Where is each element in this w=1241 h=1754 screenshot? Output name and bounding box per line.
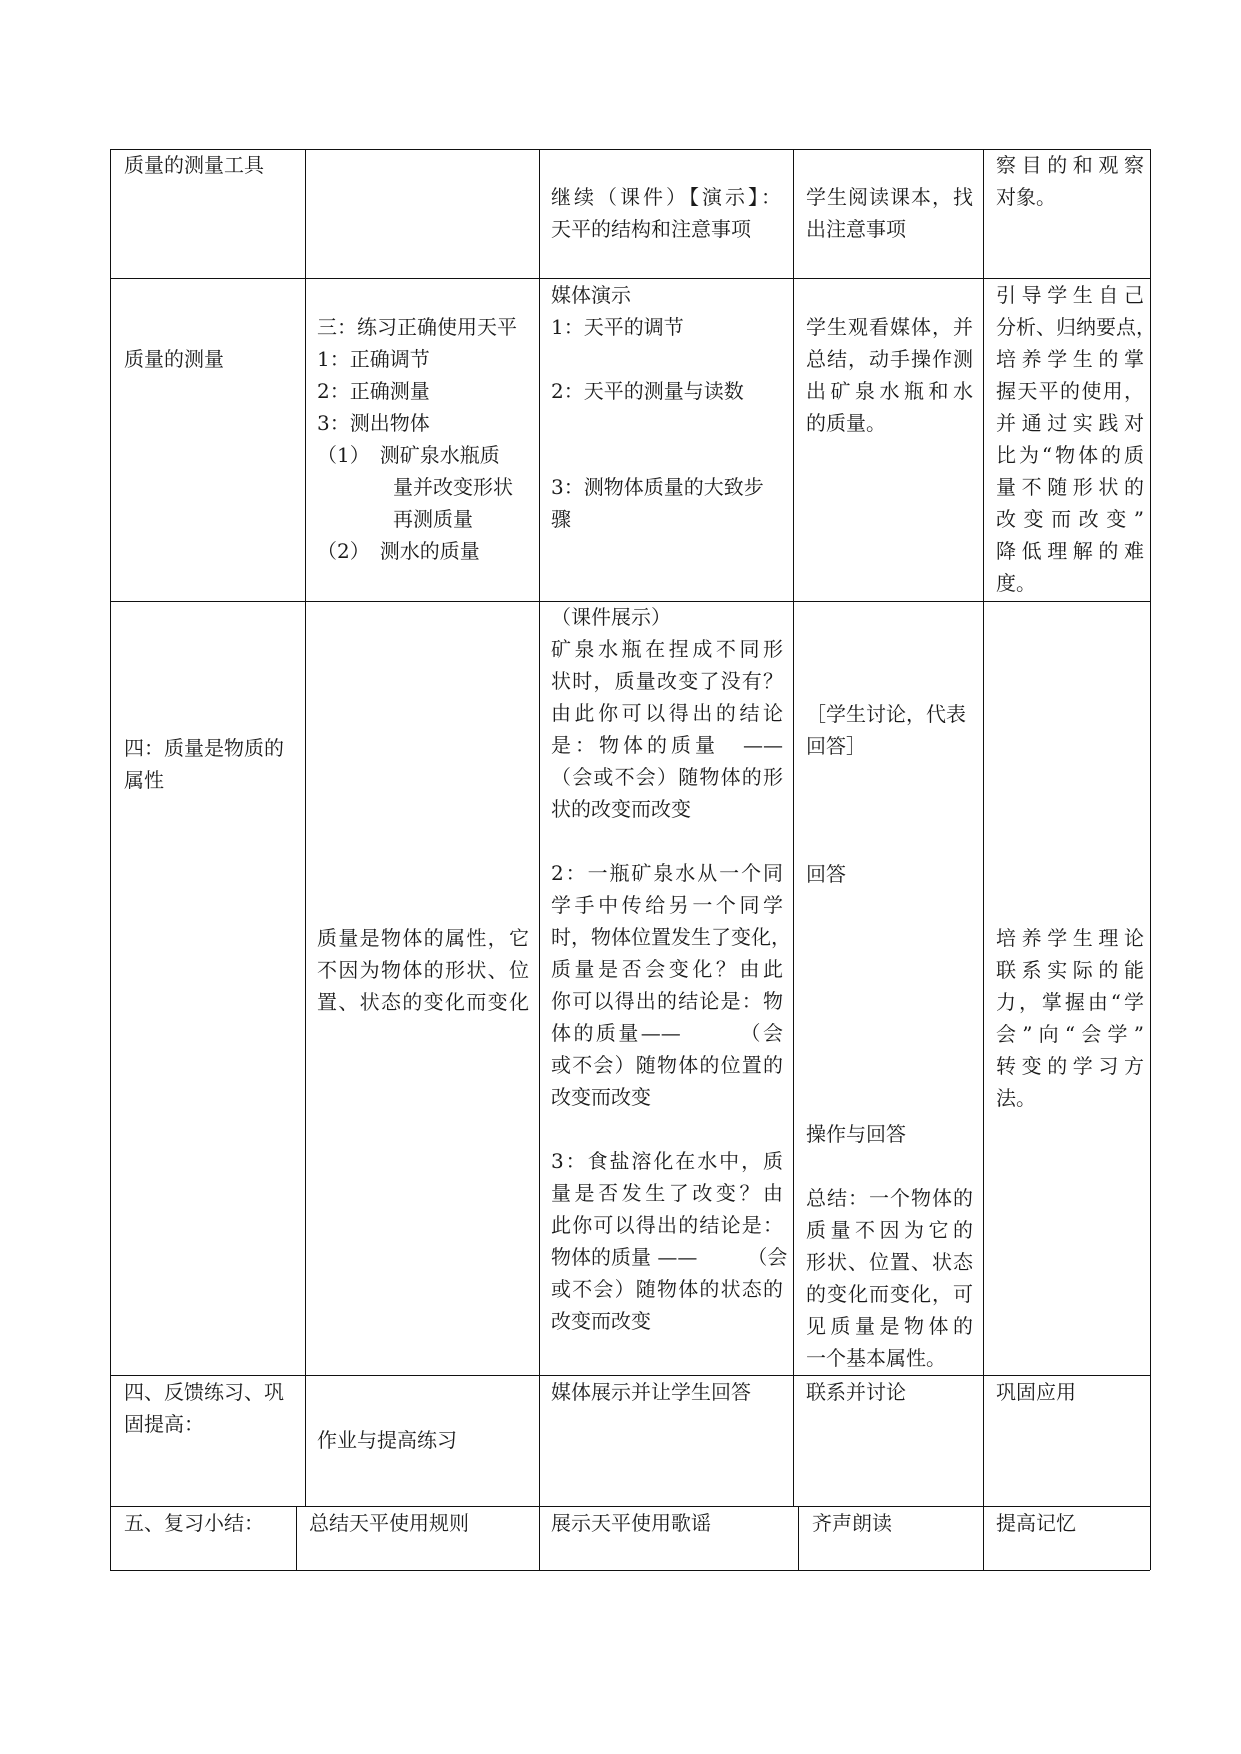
- row5-teacher-cell: [551, 1507, 711, 1539]
- cell-line: 固提高：: [124, 1412, 204, 1436]
- cell-line: 学生观看媒体，并: [806, 315, 973, 339]
- row3-student-cell-a: [806, 698, 966, 762]
- cell-line: 再测质量: [393, 507, 473, 531]
- row3-teacher-cell: [551, 601, 791, 1337]
- cell-line: 状的改变而改变: [551, 797, 691, 821]
- row3-topic-cell: [124, 732, 284, 796]
- row2-student-cell: [806, 311, 973, 439]
- row2-content-cell: [317, 311, 517, 567]
- column-divider: [798, 1506, 799, 1570]
- cell-line: 回答］: [806, 734, 866, 758]
- cell-line: 或不会）随物体的状态的: [551, 1277, 783, 1301]
- cell-line: 1：正确调节: [317, 347, 430, 371]
- cell-line: [806, 149, 973, 181]
- cell-line: 联系并讨论: [806, 1380, 906, 1404]
- cell-line: 天平的结构和注意事项: [551, 217, 751, 241]
- cell-line: [806, 1150, 973, 1182]
- cell-line: 比为“物体的质: [996, 443, 1144, 467]
- cell-line: 改变而改变: [551, 1309, 651, 1333]
- cell-line: 体的质量—— （会: [551, 1021, 783, 1045]
- cell-line: 属性: [124, 768, 164, 792]
- cell-line: 状时，质量改变了没有？: [551, 669, 783, 693]
- row2-topic-cell: [124, 343, 224, 375]
- row5-topic-cell: [124, 1507, 264, 1539]
- cell-line: 齐声朗读: [812, 1511, 892, 1535]
- cell-line: 引导学生自己: [996, 283, 1144, 307]
- cell-line: 置、状态的变化而变化: [317, 990, 529, 1014]
- row5-student-cell: [812, 1507, 892, 1539]
- cell-line: 量不随形状的: [996, 475, 1144, 499]
- cell-line: 矿泉水瓶在捏成不同形: [551, 637, 783, 661]
- cell-line: 物体的质量 —— （会: [551, 1245, 788, 1269]
- cell-line: 总结：一个物体的: [806, 1186, 973, 1210]
- cell-line: 见质量是物体的: [806, 1314, 973, 1338]
- cell-line: 此你可以得出的结论是：: [551, 1213, 783, 1237]
- row4-intent-cell: [996, 1376, 1076, 1408]
- cell-line: 会”向“会学”: [996, 1022, 1144, 1046]
- cell-line: 三：练习正确使用天平: [317, 315, 517, 339]
- cell-line: [551, 407, 764, 439]
- cell-line: 质量是物体的属性，它: [317, 926, 529, 950]
- cell-line: 四、反馈练习、巩: [124, 1380, 284, 1404]
- cell-line: 改变而改变: [551, 1085, 651, 1109]
- table-border-right: [1150, 149, 1151, 1570]
- row5-intent-cell: [996, 1507, 1076, 1539]
- cell-line: 学手中传给另一个同学: [551, 893, 783, 917]
- cell-line: 回答: [806, 862, 846, 886]
- cell-line: 继续（课件）【演示】：: [551, 185, 781, 209]
- cell-line: 2：天平的测量与读数: [551, 379, 744, 403]
- cell-line: 质量是否会变化？由此: [551, 957, 783, 981]
- column-divider: [793, 149, 794, 1506]
- cell-line: 是：物体的质量 ——: [551, 733, 783, 757]
- cell-line: 四：质量是物质的: [124, 736, 284, 760]
- cell-line: 对象。: [996, 185, 1056, 209]
- cell-line: 你可以得出的结论是：物: [551, 989, 783, 1013]
- row3-student-cell-b: [806, 858, 846, 890]
- cell-line: 由此你可以得出的结论: [551, 701, 783, 725]
- cell-line: 或不会）随物体的位置的: [551, 1053, 783, 1077]
- cell-line: ［学生讨论，代表: [806, 702, 966, 726]
- row4-content-cell: [317, 1424, 457, 1456]
- cell-line: 3：测物体质量的大致步: [551, 475, 764, 499]
- table-border-left: [110, 149, 111, 1570]
- cell-line: 骤: [551, 507, 571, 531]
- cell-line: 时，物体位置发生了变化，: [551, 925, 791, 949]
- cell-line: 形状、位置、状态: [806, 1250, 973, 1274]
- row3-student-cell-c: [806, 1118, 973, 1374]
- cell-line: 出矿泉水瓶和水: [806, 379, 973, 403]
- column-divider: [983, 149, 984, 1570]
- cell-line: 联系实际的能: [996, 958, 1144, 982]
- cell-line: 不因为物体的形状、位: [317, 958, 529, 982]
- cell-line: 操作与回答: [806, 1122, 906, 1146]
- cell-line: 媒体演示: [551, 283, 631, 307]
- cell-line: 作业与提高练习: [317, 1428, 457, 1452]
- row1-teacher-cell: [551, 149, 781, 245]
- cell-line: 量是否发生了改变？由: [551, 1181, 783, 1205]
- row4-teacher-cell: [551, 1376, 751, 1408]
- cell-line: 质量的测量: [124, 347, 224, 371]
- column-divider: [305, 149, 306, 1506]
- column-divider: [539, 149, 540, 1570]
- cell-line: 总结，动手操作测: [806, 347, 973, 371]
- cell-line: [551, 343, 764, 375]
- cell-line: （2） 测水的质量: [317, 539, 480, 563]
- row2-intent-cell: [996, 279, 1156, 599]
- cell-line: 展示天平使用歌谣: [551, 1511, 711, 1535]
- cell-line: 出注意事项: [806, 217, 906, 241]
- cell-line: 法。: [996, 1086, 1036, 1110]
- row5-content-cell: [309, 1507, 469, 1539]
- cell-line: 力，掌握由“学: [996, 990, 1144, 1014]
- row2-teacher-cell: [551, 279, 764, 535]
- cell-line: 并通过实践对: [996, 411, 1144, 435]
- cell-line: [551, 439, 764, 471]
- cell-line: 握天平的使用，: [996, 379, 1144, 403]
- cell-line: 转变的学习方: [996, 1054, 1144, 1078]
- cell-line: 一个基本属性。: [806, 1346, 946, 1370]
- cell-line: 的质量。: [806, 411, 886, 435]
- cell-line: [551, 1113, 783, 1145]
- cell-line: 培养学生的掌: [996, 347, 1144, 371]
- cell-line: 培养学生理论: [996, 926, 1144, 950]
- cell-line: 察目的和观察: [996, 153, 1144, 177]
- cell-line: 2：一瓶矿泉水从一个同: [551, 861, 783, 885]
- cell-line: 度。: [996, 571, 1036, 595]
- cell-line: 改变而改变”: [996, 507, 1144, 531]
- cell-line: 巩固应用: [996, 1380, 1076, 1404]
- cell-line: [551, 825, 783, 857]
- cell-line: 五、复习小结：: [124, 1511, 264, 1535]
- cell-line: 提高记忆: [996, 1511, 1076, 1535]
- cell-line: （会或不会）随物体的形: [551, 765, 783, 789]
- cell-line: 学生阅读课本，找: [806, 185, 973, 209]
- cell-line: （课件展示）: [551, 605, 671, 629]
- row1-topic-cell: [124, 149, 264, 181]
- column-divider: [296, 1506, 297, 1570]
- cell-line: 2：正确测量: [317, 379, 430, 403]
- row1-intent-cell: [996, 149, 1144, 213]
- table-border-bottom: [110, 1570, 1150, 1571]
- cell-line: 降低理解的难: [996, 539, 1144, 563]
- cell-line: 总结天平使用规则: [309, 1511, 469, 1535]
- row4-topic-cell: [124, 1376, 284, 1440]
- cell-line: 质量的测量工具: [124, 153, 264, 177]
- cell-line: 3：测出物体: [317, 411, 430, 435]
- row3-intent-cell: [996, 922, 1144, 1114]
- cell-line: 的变化而变化，可: [806, 1282, 973, 1306]
- cell-line: 3：食盐溶化在水中，质: [551, 1149, 783, 1173]
- row4-student-cell: [806, 1376, 906, 1408]
- cell-line: 量并改变形状: [393, 475, 513, 499]
- cell-line: [551, 149, 781, 181]
- cell-line: 分析、归纳要点，: [996, 315, 1156, 339]
- cell-line: （1） 测矿泉水瓶质: [317, 443, 500, 467]
- row1-student-cell: [806, 149, 973, 245]
- cell-line: 媒体展示并让学生回答: [551, 1380, 751, 1404]
- row3-content-cell: [317, 922, 529, 1018]
- cell-line: 1：天平的调节: [551, 315, 684, 339]
- cell-line: 质量不因为它的: [806, 1218, 973, 1242]
